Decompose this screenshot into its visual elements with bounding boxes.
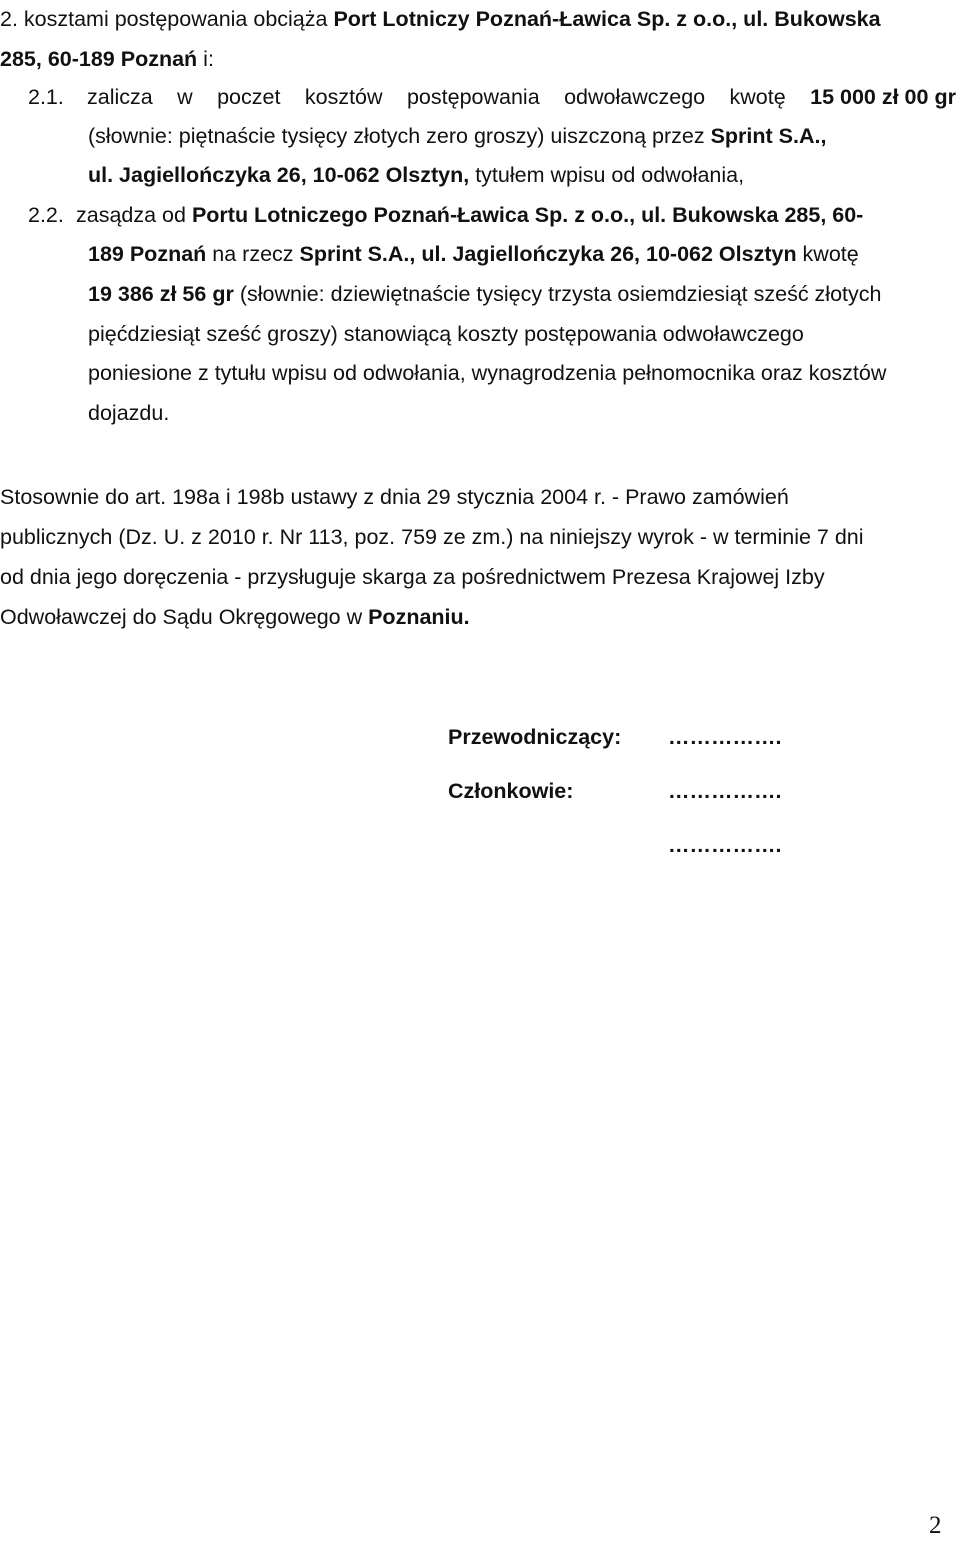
item-2-2-number: 2.2.	[28, 203, 64, 227]
page-number: 2	[929, 1512, 942, 1539]
item-2-1-line-2: (słownie: piętnaście tysięcy złotych zero groszy) uiszczoną przez Sprint S.A.,	[88, 124, 827, 148]
instruction-line-1: Stosownie do art. 198a i 198b ustawy z dnia 29 stycznia 2004 r. - Prawo zamówień	[0, 485, 789, 509]
chair-label: Przewodniczący:	[448, 725, 622, 749]
party-name: Port Lotniczy Poznań-Ławica Sp. z o.o., ul. Bukowska	[333, 7, 881, 31]
item-2-2-line-3: 19 386 zł 56 gr (słownie: dziewiętnaście tysięcy trzysta osiemdziesiąt sześć złotych	[88, 282, 882, 306]
port-name: Portu Lotniczego Poznań-Ławica Sp. z o.o., ul. Bukowska 285, 60-	[191, 203, 864, 227]
instruction-line-4: Odwoławczej do Sądu Okręgowego w Poznaniu.	[0, 605, 470, 629]
item-2-1-line-1: zalicza w poczet kosztów postępowania odwoławczego kwotę 15 000 zł 00 gr	[87, 85, 956, 109]
item-2-2-line-4: pięćdziesiąt sześć groszy) stanowiącą koszty postępowania odwoławczego	[88, 322, 804, 346]
chair-signature-line: …………….	[668, 725, 782, 749]
amount-1: 15 000 zł 00 gr	[810, 85, 956, 109]
sprint-name: Sprint S.A.,	[710, 124, 827, 148]
item-2-line-2: 285, 60-189 Poznań i:	[0, 47, 214, 71]
instruction-line-3: od dnia jego doręczenia - przysługuje skarga za pośrednictwem Prezesa Krajowej Izby	[0, 565, 825, 589]
member-2-signature-line: …………….	[668, 833, 782, 857]
sprint-name-2: Sprint S.A., ul. Jagiellończyka 26, 10-062 Olsztyn	[299, 242, 797, 266]
instruction-line-2: publicznych (Dz. U. z 2010 r. Nr 113, poz. 759 ze zm.) na niniejszy wyrok - w terminie 7 dni	[0, 525, 864, 549]
item-2-2-line-1: zasądza od Portu Lotniczego Poznań-Ławica Sp. z o.o., ul. Bukowska 285, 60-	[76, 203, 864, 227]
sprint-address: ul. Jagiellończyka 26, 10-062 Olsztyn,	[88, 163, 470, 187]
item-2-2-line-6: dojazdu.	[88, 401, 170, 425]
amount-2: 19 386 zł 56 gr	[88, 282, 234, 306]
member-1-signature-line: …………….	[668, 779, 782, 803]
item-2-line-1: 2. kosztami postępowania obciąża Port Lotniczy Poznań-Ławica Sp. z o.o., ul. Bukowska	[0, 7, 881, 31]
item-2-2-line-2: 189 Poznań na rzecz Sprint S.A., ul. Jagiellończyka 26, 10-062 Olsztyn kwotę	[88, 242, 859, 266]
court-city: Poznaniu.	[368, 605, 470, 629]
party-address: 285, 60-189 Poznań	[0, 47, 198, 71]
item-2-1-number: 2.1.	[28, 85, 64, 109]
members-label: Członkowie:	[448, 779, 574, 803]
item-2-1-line-3: ul. Jagiellończyka 26, 10-062 Olsztyn, tytułem wpisu od odwołania,	[88, 163, 745, 187]
item-2-2-line-5: poniesione z tytułu wpisu od odwołania, wynagrodzenia pełnomocnika oraz kosztów	[88, 361, 887, 385]
